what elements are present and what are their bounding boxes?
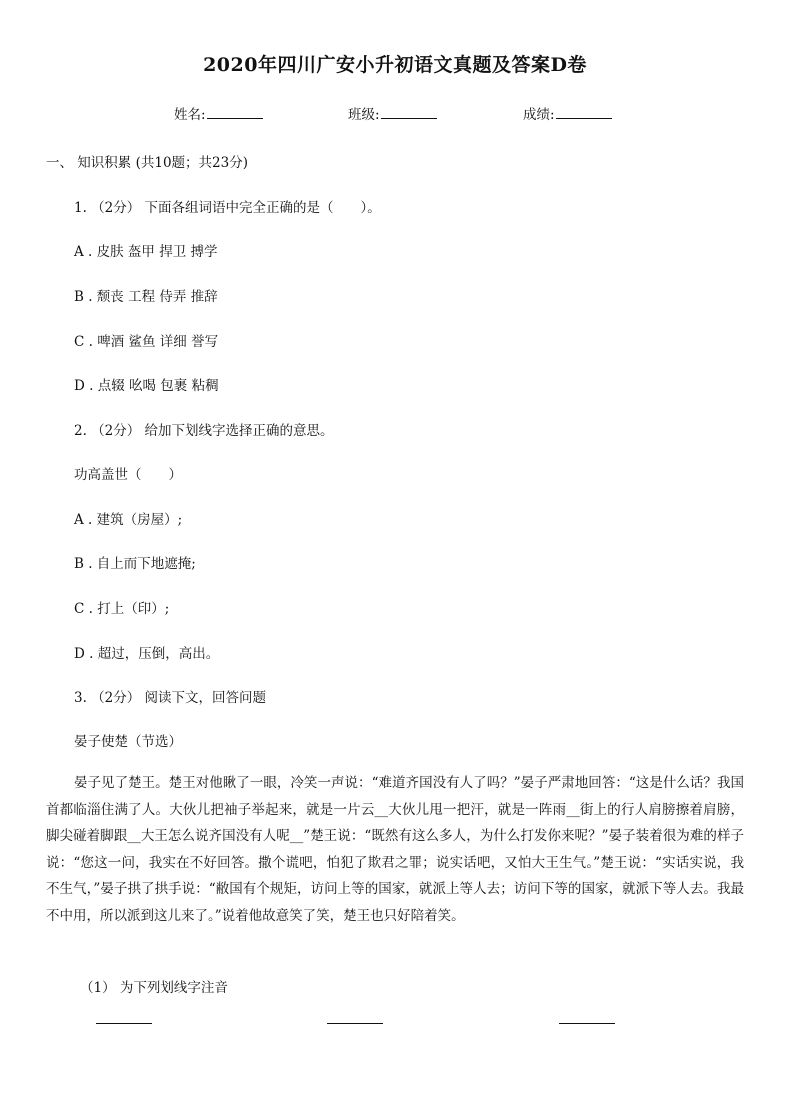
q1-option-d[interactable]: D . 点辍 吆喝 包裹 粘稠 xyxy=(74,378,219,394)
q1-option-c[interactable]: C . 啤酒 鲨鱼 详细 誉写 xyxy=(74,334,219,350)
answer-blank-3[interactable] xyxy=(559,1023,615,1024)
q1-option-b[interactable]: B . 颓丧 工程 侍弄 推辞 xyxy=(74,289,218,305)
name-label: 姓名: xyxy=(174,107,206,123)
name-field xyxy=(174,103,263,123)
q2-option-a[interactable]: A . 建筑（房屋）; xyxy=(74,512,183,528)
passage-text: 晏子见了楚王。楚王对他瞅了一眼，冷笑一声说：“难道齐国没有人了吗？”晏子严肃地回答：“这是什么话？我国首都临淄住满了人。大伙儿把袖子举起来，就是一片云__大伙儿甩一把汗，就是一阵雨__街上的行人肩膀擦着肩膀，脚尖碰着脚跟__大王怎么说齐国没有人呢__”楚王说：“既然有这么多人，为什么打发你来呢？”晏子装着很为难的样子说：“您这一问，我实在不好回答。撒个谎吧，怕犯了欺君之罪；说实话吧，又怕大王生气。”楚王说：“实话实说，我不生气，”晏子拱了拱手说：“敝国有个规矩，访问上等的国家，就派上等人去；访问下等的国家，就派下等人去。我最不中用，所以派到这儿来了。”说着他故意笑了笑，楚王也只好陪着笑。 xyxy=(46,775,744,924)
q2-option-b[interactable]: B . 自上而下地遮掩; xyxy=(74,556,196,572)
q1-stem: 1. （2分） 下面各组词语中完全正确的是（ ）。 xyxy=(74,200,381,216)
q3-sub1: （1） 为下列划线字注音 xyxy=(80,980,228,996)
score-blank[interactable] xyxy=(556,106,612,119)
q2-word: 功高盖世（ ） xyxy=(74,467,182,483)
q2-option-c[interactable]: C . 打上（印）; xyxy=(74,601,170,617)
class-label: 班级: xyxy=(348,107,380,123)
answer-blank-1[interactable] xyxy=(96,1023,152,1024)
class-field xyxy=(348,103,437,123)
q2-stem: 2. （2分） 给加下划线字选择正确的意思。 xyxy=(74,423,334,439)
name-blank[interactable] xyxy=(207,106,263,119)
page-title: 2020年四川广安小升初语文真题及答案D卷 xyxy=(203,54,587,76)
score-field xyxy=(523,103,612,123)
q1-option-a[interactable]: A . 皮肤 盔甲 捍卫 搏学 xyxy=(74,244,218,260)
answer-blank-2[interactable] xyxy=(327,1023,383,1024)
section-heading: 一、 知识积累 (共10题；共23分) xyxy=(46,155,248,171)
score-label: 成绩: xyxy=(523,107,555,123)
q3-stem: 3. （2分） 阅读下文，回答问题 xyxy=(74,690,267,706)
passage-title: 晏子使楚（节选） xyxy=(74,734,182,750)
q2-option-d[interactable]: D . 超过，压倒，高出。 xyxy=(74,646,220,662)
class-blank[interactable] xyxy=(381,106,437,119)
